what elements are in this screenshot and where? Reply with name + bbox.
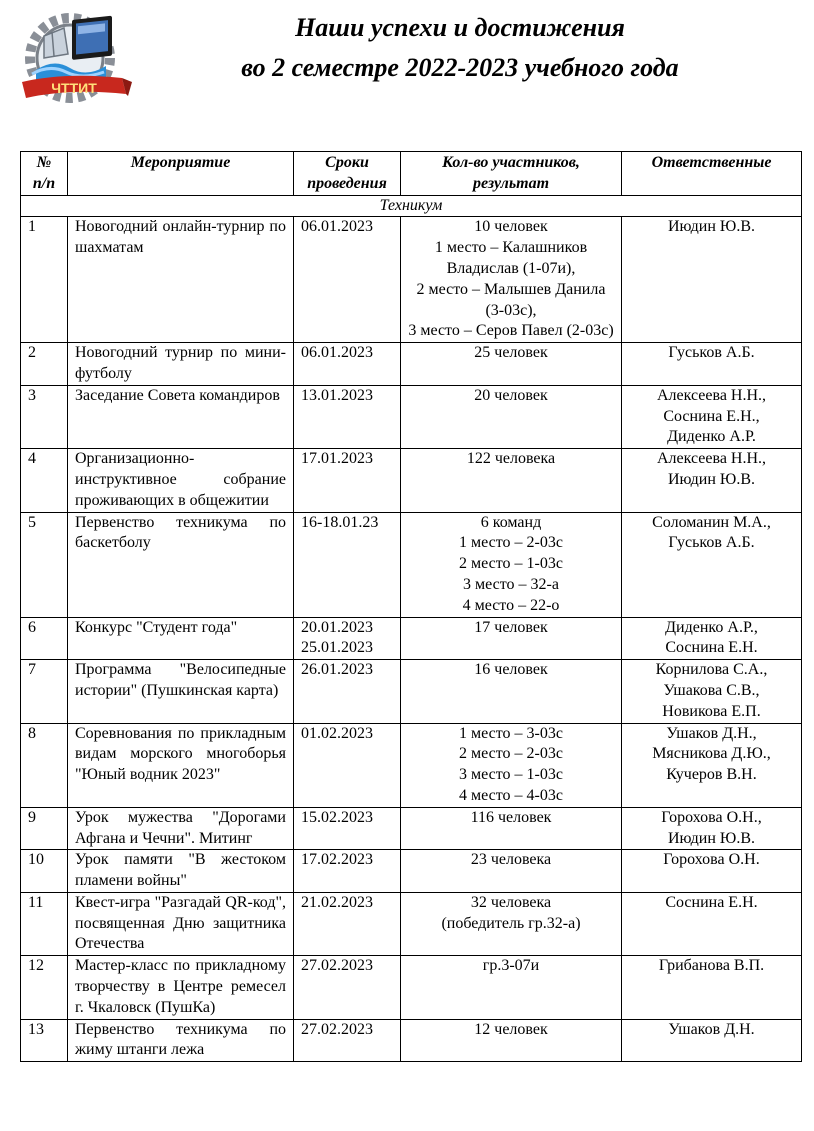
result-line: 1 место – Калашников Владислав (1-07и), xyxy=(434,239,588,277)
row-number: 3 xyxy=(21,385,68,448)
participants-result xyxy=(401,617,622,660)
result-line: 4 место – 4-03с xyxy=(459,786,563,804)
responsible-person: Июдин Ю.В. xyxy=(667,218,756,236)
responsible-persons xyxy=(622,343,802,386)
event-date: 13.01.2023 xyxy=(301,386,373,404)
result-line: 10 человек xyxy=(474,218,548,236)
table-row xyxy=(21,617,802,660)
table-row xyxy=(21,1019,802,1062)
responsible-persons xyxy=(622,892,802,955)
event-date: 01.02.2023 xyxy=(301,724,373,742)
header-responsible: Ответственные xyxy=(622,152,802,196)
responsible-person: Соснина Е.Н. xyxy=(665,639,758,657)
responsible-persons xyxy=(622,217,802,343)
responsible-person: Ушаков Д.Н. xyxy=(668,1020,755,1038)
responsible-persons xyxy=(622,807,802,850)
event-name: Первенство техникума по баскетболу xyxy=(68,512,294,617)
responsible-person: Соснина Е.Н. xyxy=(665,893,758,911)
event-dates xyxy=(294,660,401,723)
result-line: 23 человека xyxy=(470,851,552,869)
result-line: (победитель гр.32-а) xyxy=(441,914,581,932)
event-date: 21.02.2023 xyxy=(301,893,373,911)
table-row xyxy=(21,449,802,512)
participants-result xyxy=(401,850,622,893)
participants-result xyxy=(401,1019,622,1062)
row-number: 9 xyxy=(21,807,68,850)
row-number: 13 xyxy=(21,1019,68,1062)
event-dates xyxy=(294,807,401,850)
responsible-person: Июдин Ю.В. xyxy=(667,470,756,488)
responsible-person: Алексеева Н.Н., xyxy=(656,450,767,468)
event-name: Новогодний турнир по мини-футболу xyxy=(68,343,294,386)
row-number: 7 xyxy=(21,660,68,723)
table-row xyxy=(21,343,802,386)
responsible-person: Соснина Е.Н., xyxy=(663,407,760,425)
table-row xyxy=(21,385,802,448)
row-number: 11 xyxy=(21,892,68,955)
responsible-persons xyxy=(622,723,802,807)
result-line: 3 место – 1-03с xyxy=(459,766,563,784)
event-dates xyxy=(294,385,401,448)
event-dates xyxy=(294,723,401,807)
responsible-person: Грибанова В.П. xyxy=(658,957,765,975)
responsible-person: Ушаков Д.Н., xyxy=(666,724,757,742)
participants-result xyxy=(401,343,622,386)
result-line: 6 команд xyxy=(480,513,542,531)
result-line: 12 человек xyxy=(474,1020,548,1038)
result-line: 3 место – Серов Павел (2-03с) xyxy=(408,322,614,340)
result-line: 1 место – 2-03с xyxy=(459,534,563,552)
row-number: 1 xyxy=(21,217,68,343)
header-result: Кол-во участников, результат xyxy=(401,152,622,196)
result-line: 1 место – 3-03с xyxy=(459,724,563,742)
responsible-persons xyxy=(622,617,802,660)
result-line: 20 человек xyxy=(474,386,548,404)
event-date: 27.02.2023 xyxy=(301,1020,373,1038)
responsible-person: Мясникова Д.Ю., xyxy=(652,745,771,763)
responsible-persons xyxy=(622,850,802,893)
event-name: Заседание Совета командиров xyxy=(68,385,294,448)
responsible-person: Гуськов А.Б. xyxy=(668,344,755,362)
section-title: Техникум xyxy=(21,195,802,217)
responsible-persons xyxy=(622,660,802,723)
responsible-persons xyxy=(622,956,802,1019)
table-row xyxy=(21,807,802,850)
college-logo xyxy=(14,8,134,120)
event-name: Мастер-класс по прикладному творчеству в Центре ремесел г. Чкаловск (ПушКа) xyxy=(68,956,294,1019)
responsible-person: Кучеров В.Н. xyxy=(666,766,757,784)
table-row xyxy=(21,723,802,807)
event-name: Новогодний онлайн-турнир по шахматам xyxy=(68,217,294,343)
responsible-person: Горохова О.Н., xyxy=(661,808,762,826)
row-number: 10 xyxy=(21,850,68,893)
event-date: 06.01.2023 xyxy=(301,344,373,362)
result-line: 32 человека xyxy=(470,893,552,911)
title-line-1: Наши успехи и достижения xyxy=(295,13,625,42)
result-line: гр.3-07и xyxy=(482,957,540,975)
responsible-person: Ушакова С.В., xyxy=(663,681,760,699)
college-emblem-icon xyxy=(14,8,134,120)
event-name: Соревнования по прикладным видам морского многоборья "Юный водник 2023" xyxy=(68,723,294,807)
table-row xyxy=(21,892,802,955)
table-row xyxy=(21,850,802,893)
event-dates xyxy=(294,217,401,343)
row-number: 8 xyxy=(21,723,68,807)
row-number: 2 xyxy=(21,343,68,386)
result-line: 25 человек xyxy=(474,344,548,362)
row-number: 12 xyxy=(21,956,68,1019)
responsible-person: Диденко А.Р. xyxy=(667,428,756,446)
participants-result xyxy=(401,660,622,723)
event-name: Конкурс "Студент года" xyxy=(68,617,294,660)
result-line: 2 место – 2-03с xyxy=(459,745,563,763)
event-dates xyxy=(294,956,401,1019)
header-event: Мероприятие xyxy=(68,152,294,196)
event-name: Урок мужества "Дорогами Афгана и Чечни". Митинг xyxy=(68,807,294,850)
section-row xyxy=(21,195,802,217)
participants-result xyxy=(401,449,622,512)
page-title xyxy=(140,8,780,88)
row-number: 5 xyxy=(21,512,68,617)
result-line: 116 человек xyxy=(470,808,552,826)
result-line: 4 место – 22-о xyxy=(462,596,560,614)
event-name: Программа "Велосипедные истории" (Пушкинская карта) xyxy=(68,660,294,723)
logo-text: ЧТТИТ xyxy=(51,80,97,96)
result-line: 2 место – 1-03с xyxy=(459,555,563,573)
row-number: 4 xyxy=(21,449,68,512)
event-dates xyxy=(294,343,401,386)
event-name: Урок памяти "В жестоком пламени войны" xyxy=(68,850,294,893)
participants-result xyxy=(401,892,622,955)
event-date: 27.02.2023 xyxy=(301,957,373,975)
event-date: 17.02.2023 xyxy=(301,851,373,869)
participants-result xyxy=(401,807,622,850)
table-row xyxy=(21,512,802,617)
participants-result xyxy=(401,512,622,617)
event-date: 26.01.2023 xyxy=(301,661,373,679)
result-line: 2 место – Малышев Данила (3-03с), xyxy=(416,280,606,319)
result-line: 3 место – 32-а xyxy=(463,575,559,593)
event-date: 06.01.2023 xyxy=(301,218,373,236)
event-dates xyxy=(294,512,401,617)
responsible-persons xyxy=(622,1019,802,1062)
participants-result xyxy=(401,217,622,343)
result-line: 122 человека xyxy=(466,450,556,468)
responsible-person: Июдин Ю.В. xyxy=(667,829,756,847)
event-dates xyxy=(294,892,401,955)
responsible-persons xyxy=(622,512,802,617)
table-body xyxy=(21,195,802,1062)
event-dates xyxy=(294,449,401,512)
responsible-persons xyxy=(622,385,802,448)
event-date: 25.01.2023 xyxy=(301,639,373,657)
event-date: 20.01.2023 xyxy=(301,618,373,636)
header-dates: Сроки проведения xyxy=(294,152,401,196)
event-name: Организационно-инструктивное собрание проживающих в общежитии xyxy=(68,449,294,512)
responsible-person: Горохова О.Н. xyxy=(663,851,760,869)
responsible-person: Новикова Е.П. xyxy=(662,702,761,720)
responsible-person: Диденко А.Р., xyxy=(665,618,758,636)
header-num: № п/п xyxy=(21,152,68,196)
event-name: Первенство техникума по жиму штанги лежа xyxy=(68,1019,294,1062)
table-row xyxy=(21,660,802,723)
responsible-persons xyxy=(622,449,802,512)
table-header-row xyxy=(21,152,802,196)
event-date: 15.02.2023 xyxy=(301,808,373,826)
achievements-table xyxy=(20,151,802,1062)
responsible-person: Соломанин М.А., xyxy=(652,513,771,531)
result-line: 17 человек xyxy=(474,618,548,636)
participants-result xyxy=(401,956,622,1019)
participants-result xyxy=(401,385,622,448)
responsible-person: Гуськов А.Б. xyxy=(668,534,755,552)
table-row xyxy=(21,217,802,343)
event-dates xyxy=(294,1019,401,1062)
event-dates xyxy=(294,617,401,660)
row-number: 6 xyxy=(21,617,68,660)
event-date: 17.01.2023 xyxy=(301,450,373,468)
table-row xyxy=(21,956,802,1019)
responsible-person: Алексеева Н.Н., xyxy=(656,386,767,404)
title-line-2: во 2 семестре 2022-2023 учебного года xyxy=(241,53,679,82)
event-date: 16-18.01.23 xyxy=(301,513,379,531)
event-dates xyxy=(294,850,401,893)
participants-result xyxy=(401,723,622,807)
event-name: Квест-игра "Разгадай QR-код", посвященная Дню защитника Отечества xyxy=(68,892,294,955)
result-line: 16 человек xyxy=(474,661,548,679)
responsible-person: Корнилова С.А., xyxy=(655,661,768,679)
